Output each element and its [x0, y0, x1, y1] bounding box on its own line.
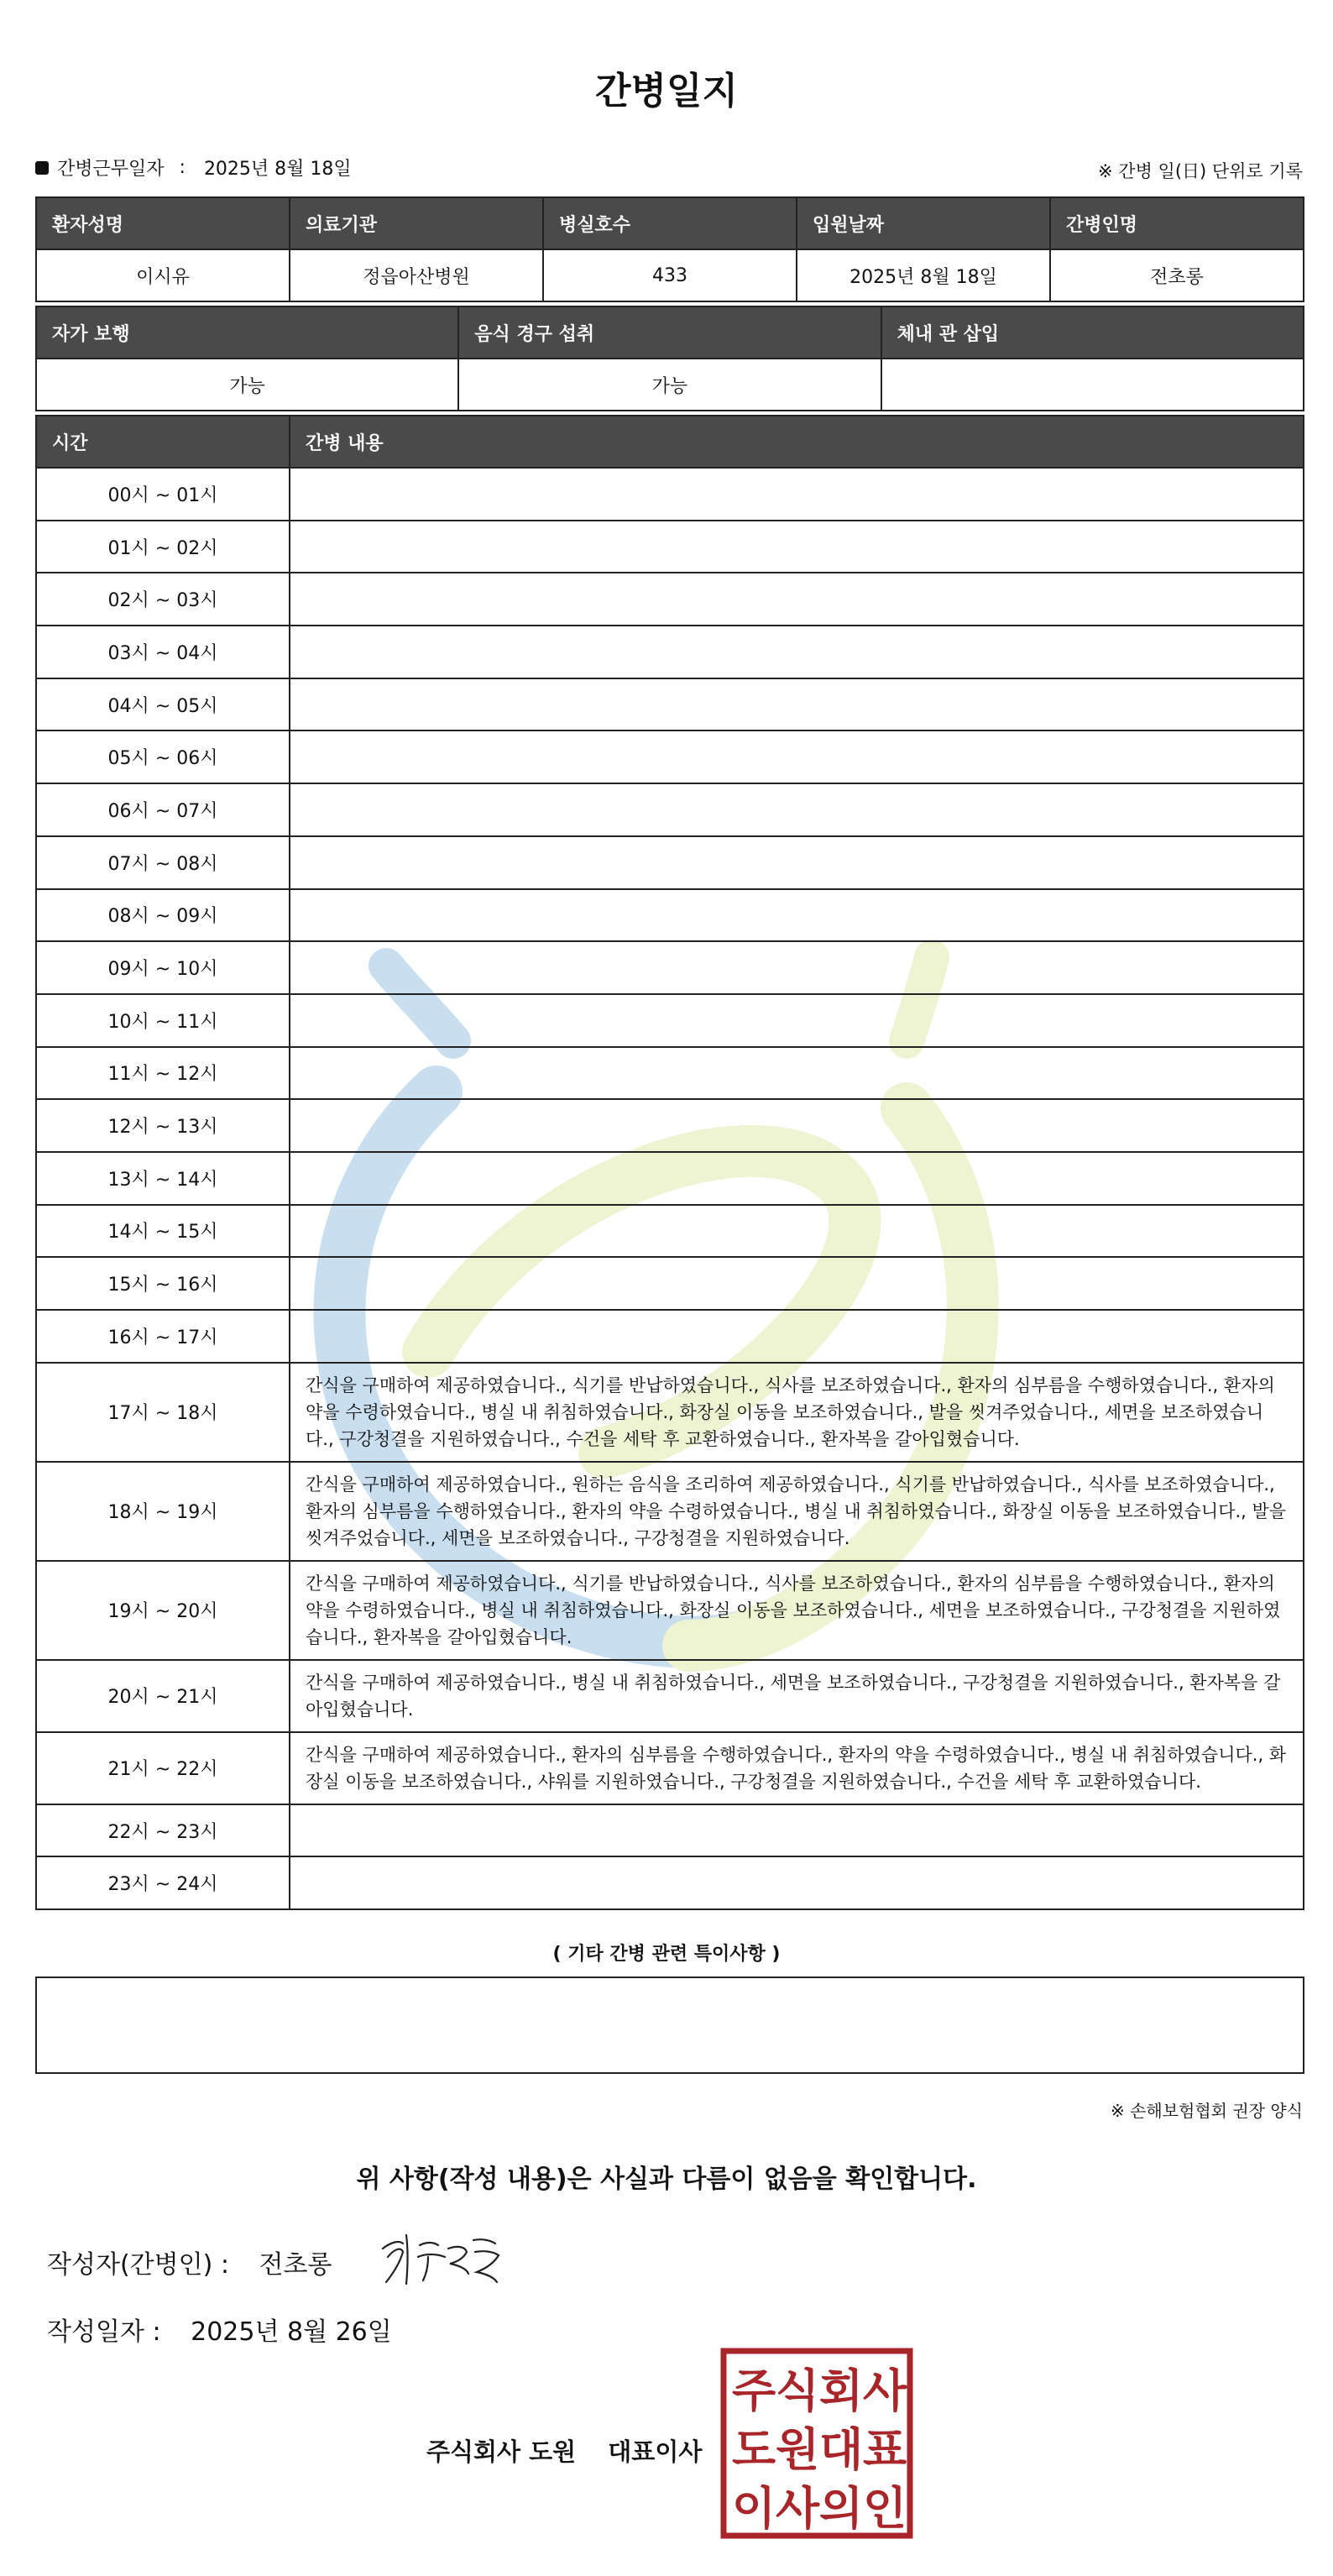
room-number: 433 — [543, 249, 797, 301]
header-oral-intake: 음식 경구 섭취 — [458, 306, 881, 359]
recommended-form-note: ※ 손해보험협회 권장 양식 — [1110, 2101, 1303, 2121]
seal-glyph: 대 — [819, 2423, 864, 2476]
care-note: 간식을 구매하여 제공하였습니다., 식기를 반납하였습니다., 식사를 보조하였습니다., 환자의 심부름을 수행하였습니다., 환자의 약을 수령하였습니다., 병실 내 취침하였습니다., 화장실 이동을 보조하였습니다., 세면을 보조하였습니다., 구강청결을 지원하였습니다., 환자복을 갈아입혔습니다. — [290, 1561, 1304, 1660]
tube-insertion-value — [881, 359, 1304, 411]
time-slot: 08시 ~ 09시 — [36, 889, 290, 942]
care-note — [290, 1047, 1304, 1100]
written-date-label: 작성일자 : — [47, 2317, 161, 2347]
header-admission-date: 입원날짜 — [797, 197, 1050, 249]
schedule-row — [36, 1363, 1304, 1462]
seal-glyph: 인 — [863, 2482, 907, 2535]
schedule-row — [36, 1462, 1304, 1561]
schedule-row — [36, 1205, 1304, 1258]
care-note — [290, 1099, 1304, 1152]
work-date-value: 2025년 8월 18일 — [203, 159, 352, 180]
time-slot: 07시 ~ 08시 — [36, 836, 290, 889]
time-slot: 17시 ~ 18시 — [36, 1363, 290, 1462]
header-care-content: 간병 내용 — [290, 416, 1304, 468]
care-note — [290, 783, 1304, 836]
schedule-row — [36, 1732, 1304, 1804]
schedule-row — [36, 1856, 1304, 1909]
caregiver-name: 전초롱 — [1050, 249, 1304, 301]
header-hospital: 의료기관 — [290, 197, 543, 249]
schedule-row — [36, 573, 1304, 626]
care-note — [290, 730, 1304, 783]
schedule-row — [36, 1804, 1304, 1857]
time-slot: 03시 ~ 04시 — [36, 626, 290, 678]
seal-glyph: 사 — [863, 2364, 907, 2417]
time-slot: 23시 ~ 24시 — [36, 1856, 290, 1909]
company-seal-stamp — [720, 2348, 913, 2539]
time-slot: 05시 ~ 06시 — [36, 730, 290, 783]
schedule-row — [36, 1660, 1304, 1732]
schedule-row — [36, 1152, 1304, 1205]
header-tube-insertion: 체내 관 삽입 — [881, 306, 1304, 359]
confirmation-statement: 위 사항(작성 내용)은 사실과 다름이 없음을 확인합니다. — [356, 2165, 977, 2194]
schedule-row — [36, 783, 1304, 836]
work-date-separator: : — [179, 157, 186, 178]
etc-notes-title: ( 기타 간병 관련 특이사항 ) — [552, 1944, 781, 1965]
writer-label: 작성자(간병인) : — [47, 2250, 229, 2280]
schedule-row — [36, 836, 1304, 889]
time-slot: 22시 ~ 23시 — [36, 1804, 290, 1857]
seal-glyph: 사 — [776, 2482, 820, 2535]
time-slot: 11시 ~ 12시 — [36, 1047, 290, 1100]
care-note: 간식을 구매하여 제공하였습니다., 병실 내 취침하였습니다., 세면을 보조하였습니다., 구강청결을 지원하였습니다., 환자복을 갈아입혔습니다. — [290, 1660, 1304, 1732]
oral-intake-value: 가능 — [458, 359, 881, 411]
time-slot: 18시 ~ 19시 — [36, 1462, 290, 1561]
hospital-name: 정읍아산병원 — [290, 249, 543, 301]
care-note: 간식을 구매하여 제공하였습니다., 환자의 심부름을 수행하였습니다., 환자의 약을 수령하였습니다., 병실 내 취침하였습니다., 화장실 이동을 보조하였습니다., 샤워를 지원하였습니다., 구강청결을 지원하였습니다., 수건을 세탁 후 교환하였습니다. — [290, 1732, 1304, 1804]
schedule-row — [36, 521, 1304, 573]
schedule-row — [36, 1561, 1304, 1660]
time-slot: 16시 ~ 17시 — [36, 1310, 290, 1363]
seal-glyph: 주 — [732, 2364, 776, 2417]
time-slot: 06시 ~ 07시 — [36, 783, 290, 836]
work-date-label: 간병근무일자 — [57, 159, 165, 180]
seal-glyph: 도 — [732, 2423, 776, 2476]
time-slot: 14시 ~ 15시 — [36, 1205, 290, 1258]
seal-glyph: 의 — [819, 2482, 864, 2535]
care-note — [290, 941, 1304, 994]
time-slot: 12시 ~ 13시 — [36, 1099, 290, 1152]
care-note — [290, 626, 1304, 678]
bullet-square-icon — [35, 161, 49, 175]
care-note — [290, 1205, 1304, 1258]
time-slot: 20시 ~ 21시 — [36, 1660, 290, 1732]
seal-glyph: 회 — [819, 2364, 864, 2417]
seal-glyph: 식 — [776, 2364, 820, 2417]
care-note — [290, 468, 1304, 521]
time-slot: 00시 ~ 01시 — [36, 468, 290, 521]
self-walking-value: 가능 — [36, 359, 458, 411]
time-slot: 21시 ~ 22시 — [36, 1732, 290, 1804]
writer-name: 전초롱 — [259, 2250, 332, 2280]
seal-glyph: 이 — [732, 2482, 776, 2535]
handwritten-signature — [378, 2223, 504, 2291]
header-patient-name: 환자성명 — [36, 197, 290, 249]
seal-glyph: 원 — [776, 2423, 820, 2476]
care-note — [290, 836, 1304, 889]
schedule-row — [36, 941, 1304, 994]
patient-info-table — [35, 196, 1304, 302]
header-caregiver-name: 간병인명 — [1050, 197, 1304, 249]
time-slot: 19시 ~ 20시 — [36, 1561, 290, 1660]
care-note — [290, 1856, 1304, 1909]
care-note — [290, 521, 1304, 573]
care-note — [290, 1152, 1304, 1205]
schedule-row — [36, 468, 1304, 521]
care-note — [290, 678, 1304, 731]
schedule-row — [36, 730, 1304, 783]
time-slot: 09시 ~ 10시 — [36, 941, 290, 994]
time-slot: 13시 ~ 14시 — [36, 1152, 290, 1205]
page-title: 간병일지 — [594, 70, 738, 113]
schedule-row — [36, 994, 1304, 1047]
header-time: 시간 — [36, 416, 290, 468]
time-slot: 04시 ~ 05시 — [36, 678, 290, 731]
patient-status-table — [35, 306, 1304, 411]
admission-date: 2025년 8월 18일 — [797, 249, 1050, 301]
care-note — [290, 994, 1304, 1047]
company-name: 주식회사 도원 — [426, 2437, 577, 2466]
schedule-row — [36, 678, 1304, 731]
work-date-line — [35, 154, 352, 181]
daily-record-note: ※ 간병 일(日) 단위로 기록 — [1098, 161, 1303, 181]
care-note — [290, 889, 1304, 942]
header-self-walking: 자가 보행 — [36, 306, 458, 359]
written-date: 2025년 8월 26일 — [191, 2317, 392, 2347]
company-signature-line — [426, 2433, 702, 2468]
schedule-row — [36, 626, 1304, 678]
time-slot: 02시 ~ 03시 — [36, 573, 290, 626]
schedule-row — [36, 889, 1304, 942]
care-schedule-table — [35, 415, 1304, 1910]
care-note: 간식을 구매하여 제공하였습니다., 식기를 반납하였습니다., 식사를 보조하였습니다., 환자의 심부름을 수행하였습니다., 환자의 약을 수령하였습니다., 병실 내 취침하였습니다., 화장실 이동을 보조하였습니다., 발을 씻겨주었습니다., 세면을 보조하였습니다., 구강청결을 지원하였습니다., 수건을 세탁 후 교환하였습니다., 환자복을 갈아입혔습니다. — [290, 1363, 1304, 1462]
seal-glyph: 표 — [863, 2423, 907, 2476]
time-slot: 10시 ~ 11시 — [36, 994, 290, 1047]
header-room-number: 병실호수 — [543, 197, 797, 249]
schedule-row — [36, 1099, 1304, 1152]
schedule-row — [36, 1257, 1304, 1310]
care-note — [290, 1257, 1304, 1310]
time-slot: 15시 ~ 16시 — [36, 1257, 290, 1310]
patient-name: 이시유 — [36, 249, 290, 301]
care-note — [290, 1804, 1304, 1857]
time-slot: 01시 ~ 02시 — [36, 521, 290, 573]
care-note — [290, 573, 1304, 626]
written-date-line — [47, 2311, 392, 2348]
care-note: 간식을 구매하여 제공하였습니다., 원하는 음식을 조리하여 제공하였습니다., 식기를 반납하였습니다., 식사를 보조하였습니다., 환자의 심부름을 수행하였습니다., 환자의 약을 수령하였습니다., 병실 내 취침하였습니다., 화장실 이동을 보조하였습니다., 발을 씻겨주었습니다., 세면을 보조하였습니다., 구강청결을 지원하였습니다. — [290, 1462, 1304, 1561]
schedule-row — [36, 1310, 1304, 1363]
writer-line — [47, 2244, 332, 2280]
schedule-row — [36, 1047, 1304, 1100]
etc-notes-box — [35, 1977, 1304, 2074]
care-note — [290, 1310, 1304, 1363]
company-representative: 대표이사 — [608, 2437, 703, 2466]
